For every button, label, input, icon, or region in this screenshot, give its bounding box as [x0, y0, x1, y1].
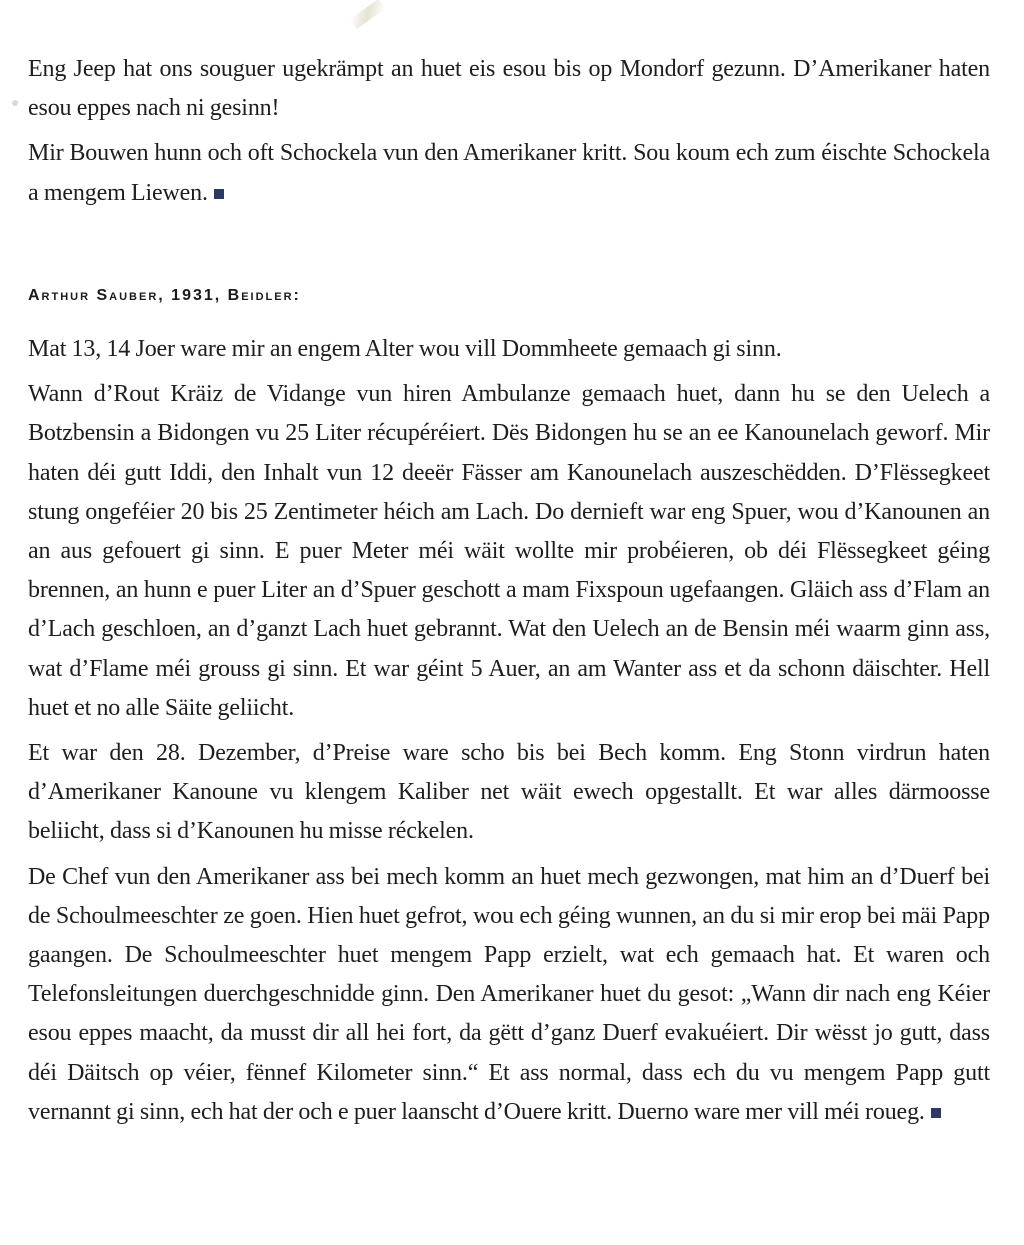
section-heading: Arthur Sauber, 1931, Beidler: [28, 287, 301, 304]
margin-mark [12, 100, 18, 106]
section-previous-story [28, 50, 990, 213]
document-page [28, 50, 990, 1125]
end-of-story-mark-icon [214, 189, 224, 199]
paragraph: Mat 13, 14 Joer ware mir an engem Alter wou vill Dommheete gemaach gi sinn. [28, 336, 782, 362]
paragraph: Mir Bouwen hunn och oft Schockela vun den Amerikaner kritt. Sou koum ech zum éischte Schockela a mengem Liewen. [28, 140, 990, 206]
end-of-story-mark-icon [931, 1108, 941, 1118]
paragraph: Eng Jeep hat ons souguer ugekrämpt an huet eis esou bis op Mondorf gezunn. D’Amerikaner haten esou eppes nach ni gesinn! [28, 56, 990, 122]
scan-artifact [350, 0, 386, 29]
section-arthur-sauber [28, 330, 990, 1138]
paragraph: Wann d’Rout Kräiz de Vidange vun hiren Ambulanze gemaach huet, dann hu se den Uelech a Botzbensin a Bidongen vu 25 Liter récupéréiert. Dës Bidongen hu se an ee Kanounelach geworf. Mir haten déi gutt Iddi, den Inhalt vun 12 deeër Fässer am Kanounelach auszeschëdden. D’Flëssegkeet stung ongeféier 20 bis 25 Zentimeter héich am Lach. Do dernieft war eng Spuer, wou d’Kanounen an an aus gefouert gi sinn. E puer Meter méi wäit wollte mir probéieren, ob déi Flëssegkeet géing brennen, an hunn e puer Liter an d’Spuer geschott a mam Fixspoun ugefaangen. Gläich ass d’Flam an d’Lach geschloen, an d’ganzt Lach huet gebrannt. Wat den Uelech an de Bensin méi waarm ginn ass, wat d’Flame méi grouss gi sinn. Et war géint 5 Auer, an am Wanter ass et da schonn däischter. Hell huet et no alle Säite geliicht. [28, 381, 990, 721]
paragraph: De Chef vun den Amerikaner ass bei mech komm an huet mech gezwongen, mat him an d’Duerf bei de Schoulmeeschter ze goen. Hien huet gefrot, wou ech géing wunnen, an du si mir erop bei mäi Papp gaangen. De Schoulmeeschter huet mengem Papp erzielt, wat ech gemaach hat. Et waren och Telefonsleitungen duerchgeschnidde ginn. Den Amerikaner huet du gesot: „Wann dir nach eng Kéier esou eppes maacht, da musst dir all hei fort, da gëtt d’ganz Duerf evakuéiert. Dir wësst jo gutt, dass déi Däitsch op véier, fënnef Kilometer sinn.“ Et ass normal, dass ech du vu mengem Papp gutt vernannt gi sinn, ech hat der och e puer laanscht d’Ouere kritt. Duerno ware mer vill méi roueg. [28, 863, 990, 1125]
paragraph: Et war den 28. Dezember, d’Preise ware scho bis bei Bech komm. Eng Stonn virdrun haten d’Amerikaner Kanoune vu klengem Kaliber net wäit ewech opgestallt. Et war alles därmoosse beliicht, dass si d’Kanounen hu misse réckelen. [28, 740, 990, 845]
